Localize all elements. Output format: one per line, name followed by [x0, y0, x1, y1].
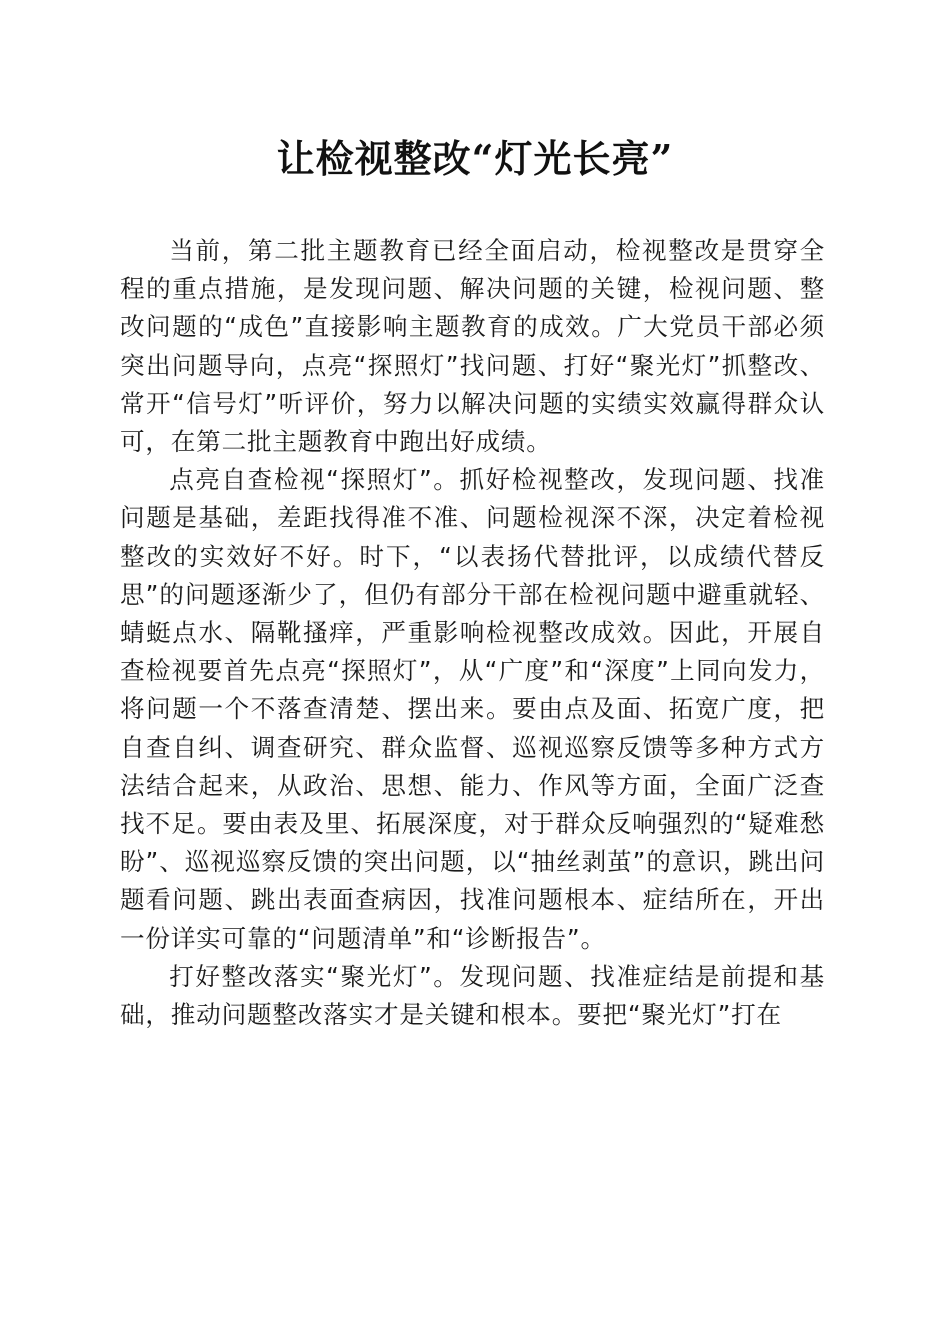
- paragraph-searchlight: 点亮自查检视“探照灯”。抓好检视整改，发现问题、找准问题是基础，差距找得准不准、问题检视深不深，决定着检视整改的实效好不好。时下，“以表扬代替批评，以成绩代替反思”的问题逐渐少了，但仍有部分干部在检视问题中避重就轻、蜻蜓点水、隔靴搔痒，严重影响检视整改成效。因此，开展自查检视要首先点亮“探照灯”，从“广度”和“深度”上同向发力，将问题一个不落查清楚、摆出来。要由点及面、拓宽广度，把自查自纠、调查研究、群众监督、巡视巡察反馈等多种方式方法结合起来，从政治、思想、能力、作风等方面，全面广泛查找不足。要由表及里、拓展深度，对于群众反响强烈的“疑难愁盼”、巡视巡察反馈的突出问题，以“抽丝剥茧”的意识，跳出问题看问题、跳出表面查病因，找准问题根本、症结所在，开出一份详实可靠的“问题清单”和“诊断报告”。: [120, 465, 825, 953]
- document-body: [120, 232, 825, 1034]
- document-title: 让检视整改“灯光长亮”: [276, 136, 674, 181]
- paragraph-intro: 当前，第二批主题教育已经全面启动，检视整改是贯穿全程的重点措施，是发现问题、解决问题的关键，检视问题、整改问题的“成色”直接影响主题教育的成效。广大党员干部必须突出问题导向，点亮“探照灯”找问题、打好“聚光灯”抓整改、常开“信号灯”听评价，努力以解决问题的实绩实效赢得群众认可，在第二批主题教育中跑出好成绩。: [120, 236, 825, 457]
- paragraph-spotlight: 打好整改落实“聚光灯”。发现问题、找准症结是前提和基础，推动问题整改落实才是关键和根本。要把“聚光灯”打在: [120, 961, 825, 1030]
